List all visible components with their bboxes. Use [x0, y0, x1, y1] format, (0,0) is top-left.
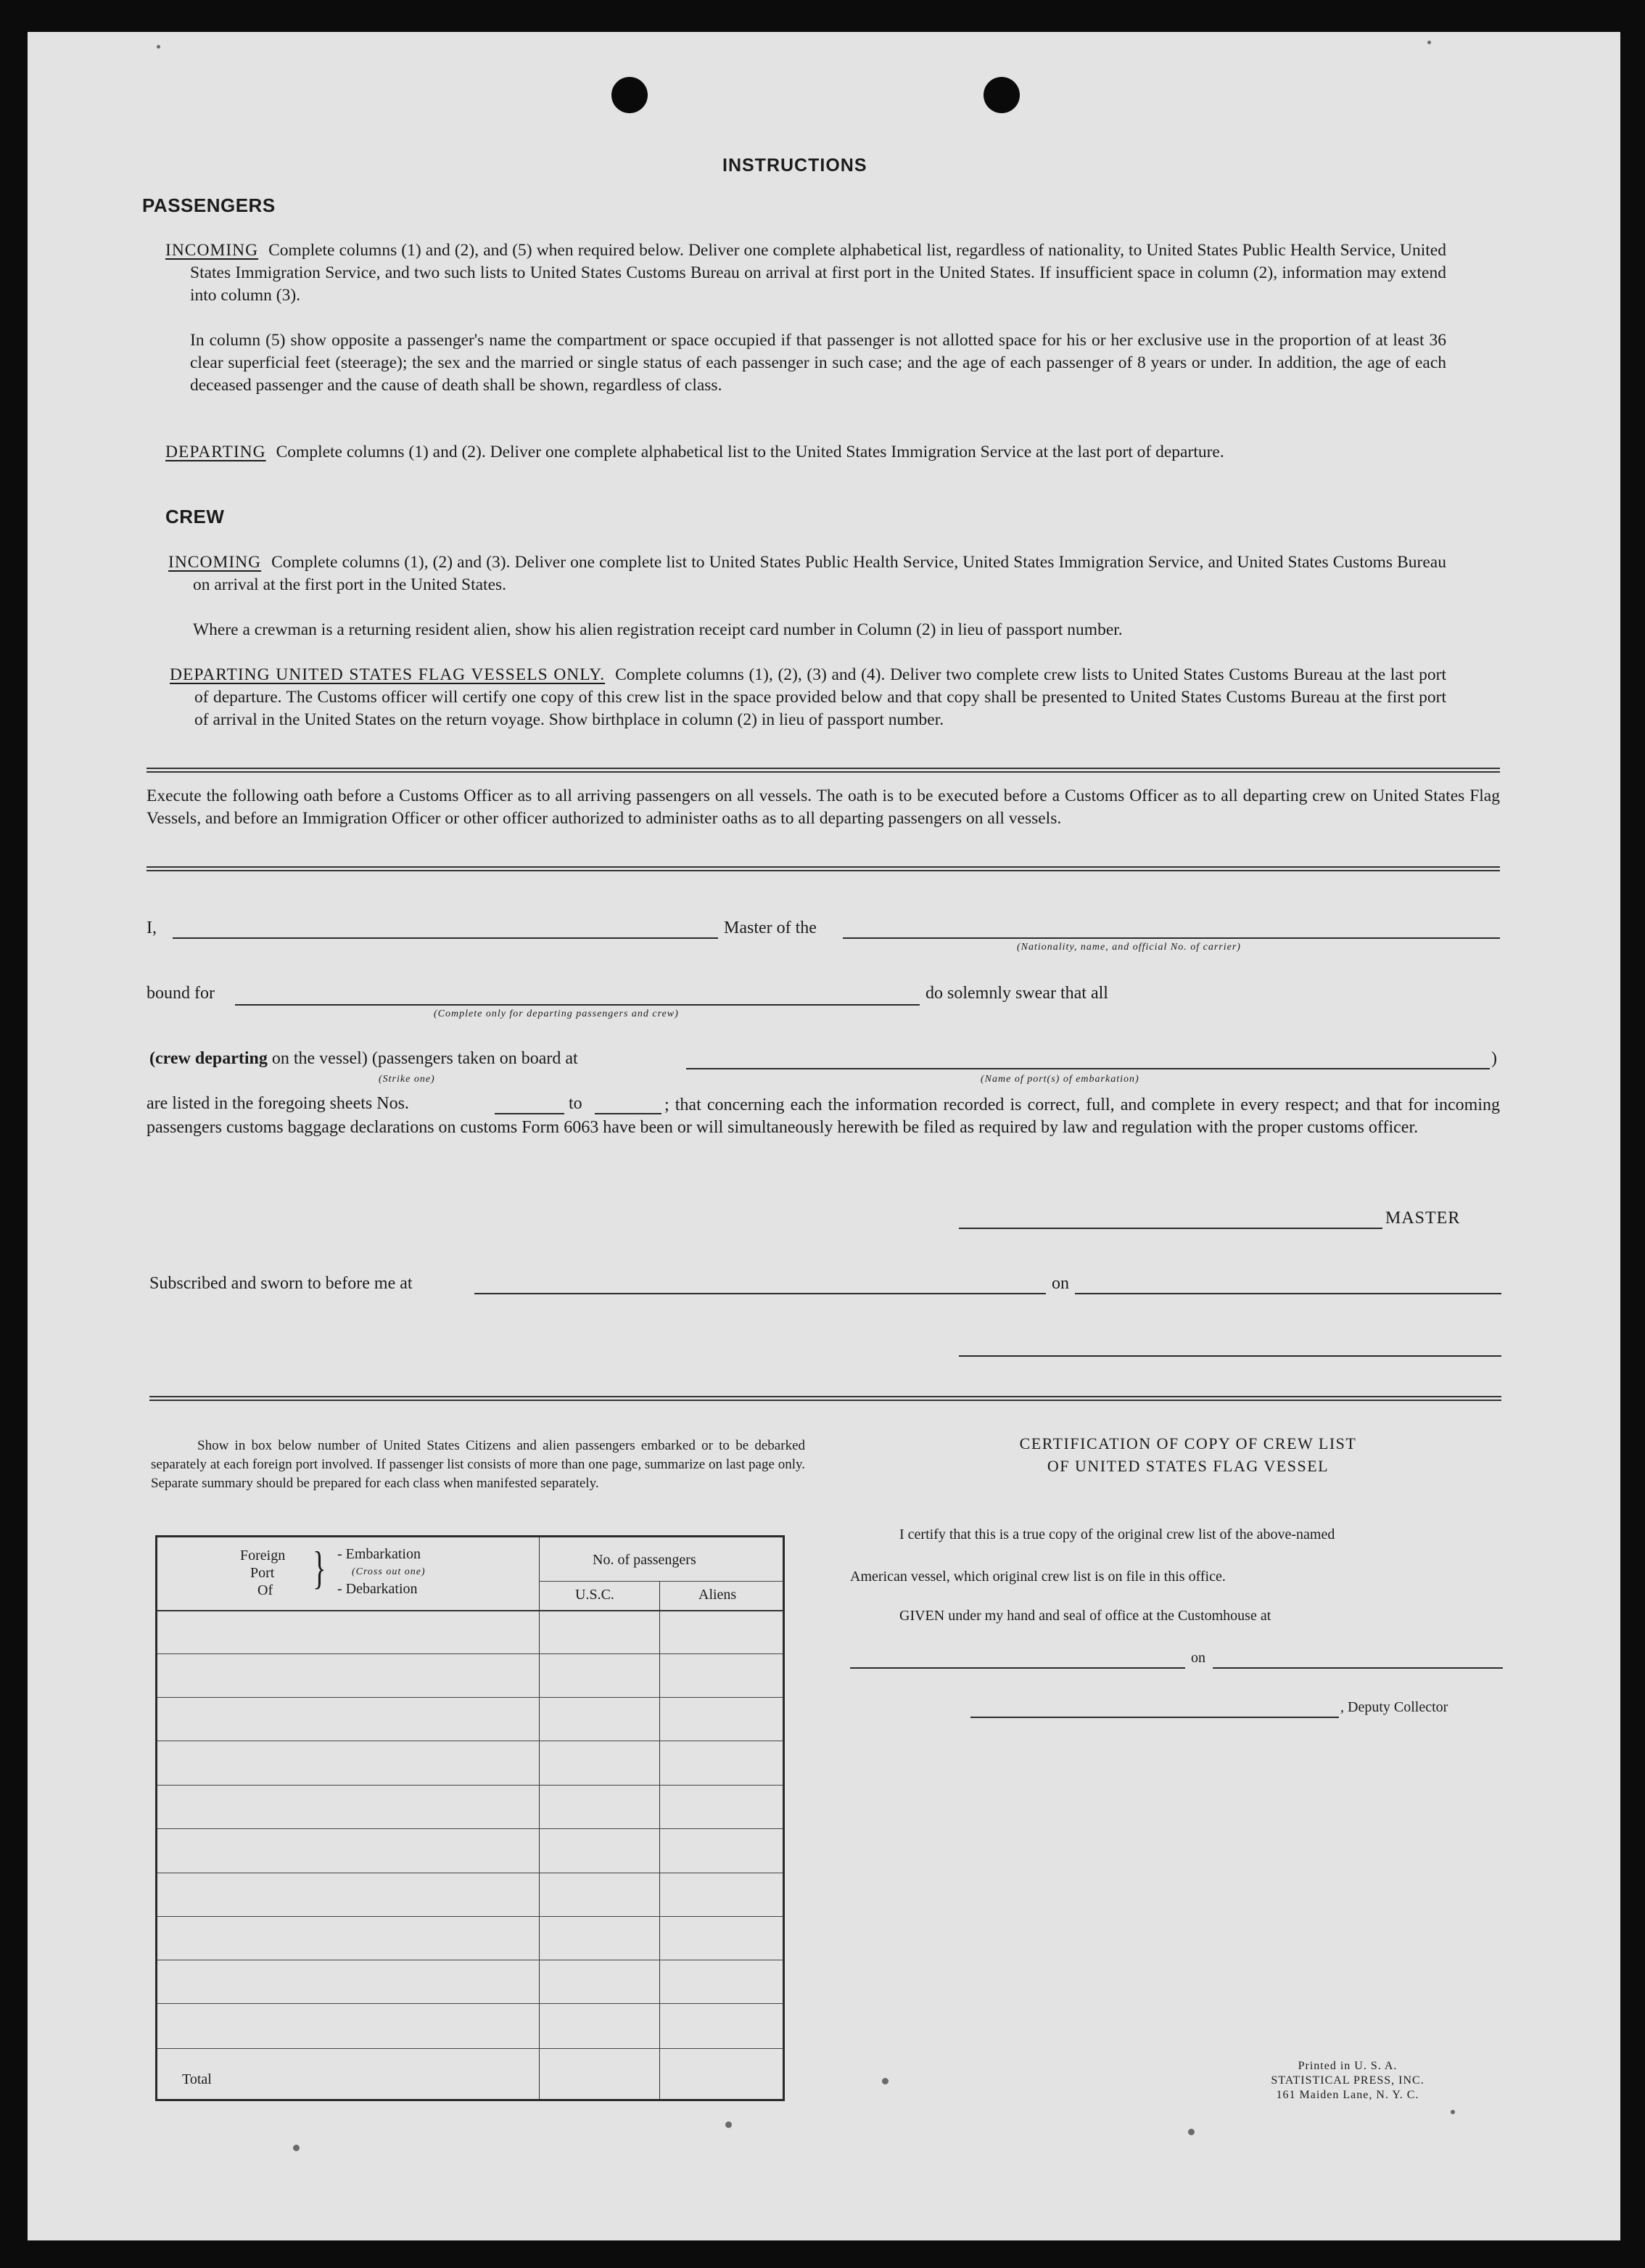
debarkation-label: - Debarkation: [337, 1581, 418, 1597]
passengers-incoming-label: INCOMING: [165, 241, 259, 260]
complete-only-caption: (Complete only for departing passengers and crew): [434, 1008, 679, 1019]
port-label: Port: [250, 1565, 275, 1581]
crew-heading: CREW: [165, 506, 225, 527]
oath-intro: Execute the following oath before a Customs Officer as to all arriving passengers on all vessels. The oath is to be executed before a Customs Officer as to all departing crew on United States Flag Vessels, and before an Immigration Officer or other officer authorized to administer oaths as to all departing passengers on all vessels.: [147, 786, 1500, 828]
listed-text-2-span: ; that concerning each the information recorded is correct, full, and complete in every respect; and that for incoming passengers customs baggage declarations on customs Form 6063 have been or will simultaneously herewith be filed as required by law and regulation with the proper customs officer.: [147, 1096, 1500, 1137]
column-divider: [659, 1581, 660, 2099]
strike-caption: (Strike one): [379, 1074, 435, 1085]
deputy-collector-signature-field[interactable]: [970, 1717, 1339, 1718]
crew-passengers-line: [149, 1049, 578, 1069]
crew-incoming-text: Complete columns (1), (2) and (3). Deliver one complete list to United States Public Health Service, United States Immigration Service, and United States Customs Bureau on arrival at the first port in the United States.: [193, 553, 1446, 594]
passenger-summary-box: [155, 1535, 785, 2101]
speck-mark: [293, 2145, 300, 2151]
speck-mark: [882, 2078, 889, 2084]
form-sheet: [28, 32, 1620, 2240]
cert-on-label: on: [1191, 1650, 1205, 1666]
imprint-line3: 161 Maiden Lane, N. Y. C.: [1276, 2089, 1419, 2101]
passengers-incoming-text: Complete columns (1) and (2), and (5) when required below. Deliver one complete alphabetical list, regardless of nationality, to United States Public Health Service, United States Immigration Service, and two such lists to United States Customs Bureau on arrival at first port in the United States. If insufficient space in column (2), information may extend into column (3).: [190, 241, 1446, 305]
printer-imprint: [1224, 2059, 1471, 2103]
cert-date-field[interactable]: [1213, 1667, 1503, 1669]
to-label: to: [569, 1094, 582, 1113]
customhouse-place-field[interactable]: [850, 1667, 1185, 1669]
punch-hole-right: [984, 77, 1020, 113]
row-line: [157, 2003, 783, 2004]
speck-mark: [1451, 2110, 1455, 2114]
row-line: [157, 2048, 783, 2049]
divider-rule: [147, 866, 1500, 871]
given-line: GIVEN under my hand and seal of office at the Customhouse at: [899, 1608, 1271, 1624]
row-line: [157, 1828, 783, 1829]
listed-text-1: are listed in the foregoing sheets Nos.: [147, 1094, 409, 1113]
row-line: [157, 1653, 783, 1654]
of-label: Of: [257, 1582, 273, 1598]
row-line: [157, 1785, 783, 1786]
certify-line-1: I certify that this is a true copy of the original crew list of the above-named: [899, 1527, 1335, 1542]
passengers-taken-text: (passengers taken on board at: [371, 1049, 578, 1068]
officer-signature-field[interactable]: [959, 1355, 1501, 1357]
usc-header: U.S.C.: [575, 1587, 614, 1603]
embarkation-label: - Embarkation: [337, 1546, 421, 1562]
passengers-departing-label: DEPARTING: [165, 443, 266, 461]
speck-mark: [1188, 2129, 1195, 2135]
passengers-departing-paragraph: [165, 441, 1446, 464]
header-divider: [157, 1610, 783, 1611]
column-divider: [539, 1537, 540, 2099]
carrier-field[interactable]: [843, 937, 1500, 939]
aliens-header: Aliens: [698, 1587, 737, 1603]
cross-out-caption: (Cross out one): [352, 1566, 426, 1577]
on-vessel-text: on the vessel): [271, 1049, 368, 1068]
close-paren: ): [1491, 1049, 1497, 1068]
imprint-line2: STATISTICAL PRESS, INC.: [1271, 2074, 1425, 2087]
crew-incoming-label: INCOMING: [168, 553, 262, 572]
ports-caption: (Name of port(s) of embarkation): [981, 1074, 1139, 1085]
master-name-field[interactable]: [173, 937, 718, 939]
speck-mark: [725, 2121, 732, 2128]
no-passengers-header: No. of passengers: [593, 1552, 696, 1568]
row-line: [157, 1697, 783, 1698]
crew-incoming-paragraph: [168, 551, 1446, 596]
foreign-label: Foreign: [240, 1548, 286, 1564]
crew-departing-text: Complete columns (1), (2), (3) and (4). Deliver two complete crew lists to United States Customs Bureau at the last port of departure. The Customs officer will certify one copy of this crew list in the space provided below and that copy shall be presented to United States Customs Bureau at the first port of arrival in the United States on the return voyage. Show birthplace in column (2) in lieu of passport number.: [194, 665, 1446, 729]
subscribed-date-field[interactable]: [1075, 1293, 1501, 1294]
bound-for-label: bound for: [147, 984, 215, 1003]
passengers-departing-text: Complete columns (1) and (2). Deliver one complete alphabetical list to the United States Immigration Service at the last port of departure.: [276, 443, 1224, 461]
nationality-caption: (Nationality, name, and official No. of carrier): [1017, 942, 1241, 953]
oath-i-label: I,: [147, 919, 157, 937]
subscribed-on-label: on: [1052, 1274, 1069, 1293]
total-label: Total: [182, 2071, 212, 2087]
bound-for-field[interactable]: [235, 1004, 920, 1006]
speck-mark: [157, 45, 160, 49]
passengers-heading: PASSENGERS: [142, 194, 276, 216]
certification-title-line2: OF UNITED STATES FLAG VESSEL: [1047, 1457, 1329, 1475]
listed-text-2: [147, 1094, 1500, 1139]
embarkation-ports-field[interactable]: [686, 1068, 1490, 1069]
master-signature-field[interactable]: [959, 1228, 1382, 1229]
certification-title: [891, 1432, 1485, 1477]
swear-label: do solemnly swear that all: [925, 984, 1108, 1003]
subscribed-place-field[interactable]: [474, 1293, 1046, 1294]
column5-paragraph: In column (5) show opposite a passenger's name the compartment or space occupied if that passenger is not allotted space for his or her exclusive use in the proportion of at least 36 clear superficial feet (steerage); the sex and the married or single status of each passenger in such case; and the age of each passenger of 8 years or under. In addition, the age of each deceased passenger and the cause of death shall be shown, regardless of class.: [190, 331, 1446, 395]
instructions-title: INSTRUCTIONS: [722, 155, 867, 176]
divider-rule: [147, 768, 1500, 773]
crew-departing-paragraph: [170, 664, 1446, 731]
master-of-label: Master of the: [724, 919, 817, 937]
punch-hole-left: [611, 77, 648, 113]
certification-title-line1: CERTIFICATION OF COPY OF CREW LIST: [1019, 1434, 1357, 1453]
passengers-incoming-paragraph: [165, 239, 1446, 307]
brace-icon: }: [313, 1542, 326, 1593]
imprint-line1: Printed in U. S. A.: [1298, 2060, 1398, 2072]
speck-mark: [1427, 41, 1431, 44]
subscribed-label: Subscribed and sworn to before me at: [149, 1274, 413, 1293]
crew-departing-bold: (crew departing: [149, 1049, 268, 1068]
divider-rule: [149, 1396, 1501, 1401]
master-label: MASTER: [1385, 1209, 1461, 1228]
header-divider: [539, 1581, 783, 1582]
certify-line-2: American vessel, which original crew list is on file in this office.: [850, 1569, 1226, 1585]
crew-departing-label: DEPARTING UNITED STATES FLAG VESSELS ONLY.: [170, 665, 606, 684]
summary-note: Show in box below number of United States Citizens and alien passengers embarked or to be debarked separately at each foreign port involved. If passenger list consists of more than one page, summarize on last page only. Separate summary should be prepared for each class when manifested separately.: [151, 1438, 805, 1491]
crewman-paragraph: Where a crewman is a returning resident alien, show his alien registration receipt card number in Column (2) in lieu of passport number.: [193, 620, 1123, 639]
deputy-collector-label: , Deputy Collector: [1340, 1699, 1448, 1715]
row-line: [157, 1916, 783, 1917]
